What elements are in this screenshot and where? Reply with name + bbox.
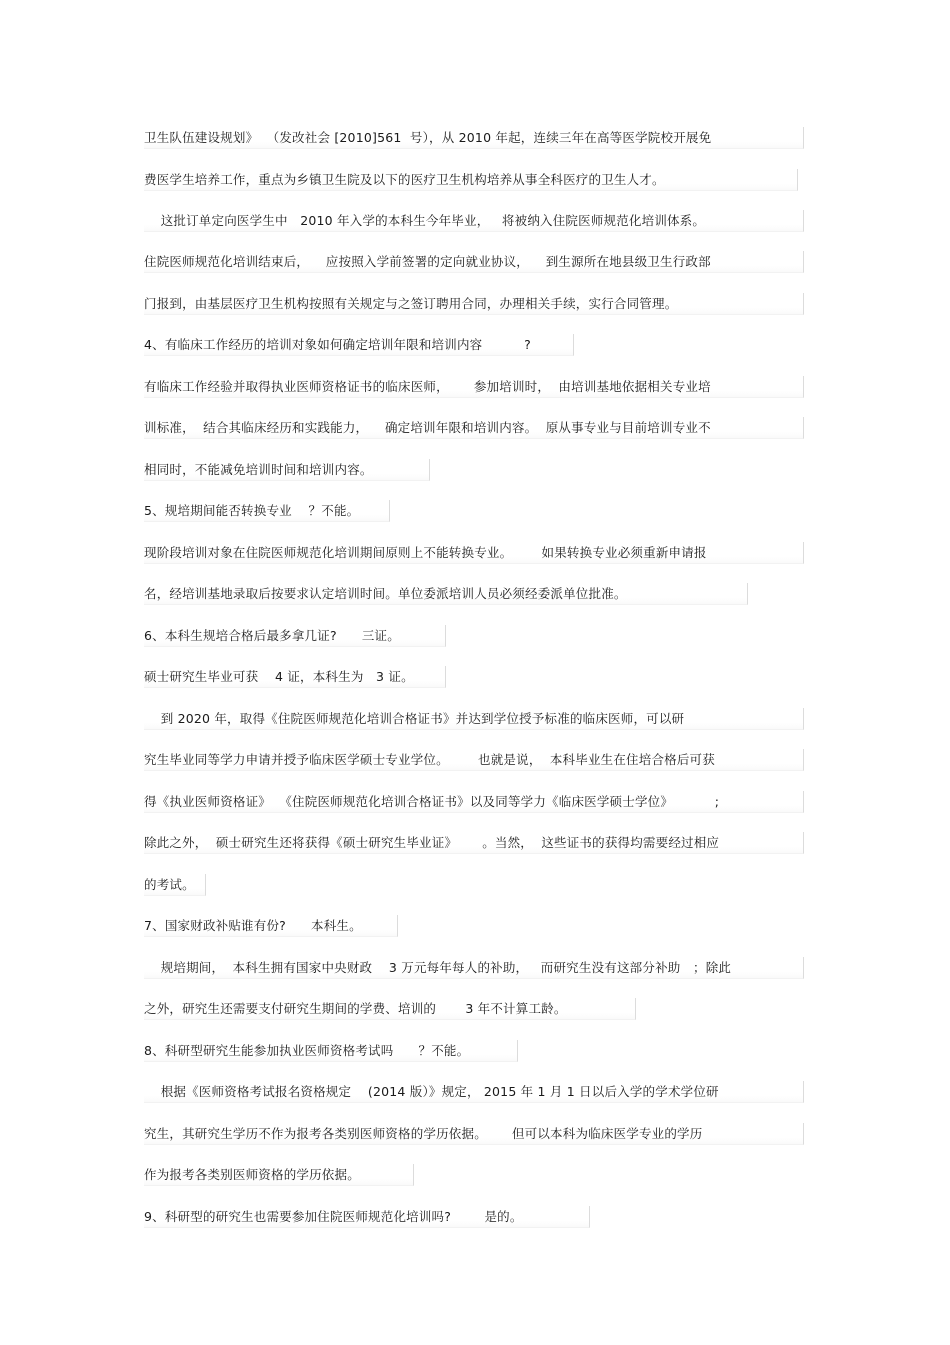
- question-heading: 9、科研型的研究生也需要参加住院医师规范化培训吗? 是的。: [144, 1206, 590, 1228]
- question-heading: 7、国家财政补贴谁有份? 本科生。: [144, 915, 398, 937]
- question-heading: 6、本科生规培合格后最多拿几证? 三证。: [144, 625, 446, 647]
- text-line: 门报到，由基层医疗卫生机构按照有关规定与之签订聘用合同，办理相关手续，实行合同管理。: [144, 293, 804, 315]
- text-line: 规培期间， 本科生拥有国家中央财政 3 万元每年每人的补助， 而研究生没有这部分补助 ；除此: [144, 957, 804, 979]
- text-line: 究生，其研究生学历不作为报考各类别医师资格的学历依据。 但可以本科为临床医学专业的学历: [144, 1123, 804, 1145]
- text-line: 卫生队伍建设规划》 （发改社会 [2010]561 号），从 2010 年起，连续三年在高等医学院校开展免: [144, 127, 804, 149]
- question-heading: 4、有临床工作经历的培训对象如何确定培训年限和培训内容 ?: [144, 334, 574, 356]
- text-line: 作为报考各类别医师资格的学历依据。: [144, 1164, 414, 1186]
- text-line: 费医学生培养工作，重点为乡镇卫生院及以下的医疗卫生机构培养从事全科医疗的卫生人才。: [144, 169, 798, 191]
- text-line: 住院医师规范化培训结束后， 应按照入学前签署的定向就业协议， 到生源所在地县级卫生行政部: [144, 251, 804, 273]
- text-line: 究生毕业同等学力申请并授予临床医学硕士专业学位。 也就是说， 本科毕业生在住培合格后可获: [144, 749, 804, 771]
- text-line: 名，经培训基地录取后按要求认定培训时间。单位委派培训人员必须经委派单位批准。: [144, 583, 748, 605]
- text-line: 得《执业医师资格证》 《住院医师规范化培训合格证书》以及同等学力《临床医学硕士学位》 ;: [144, 791, 804, 813]
- text-line: 硕士研究生毕业可获 4 证，本科生为 3 证。: [144, 666, 446, 688]
- text-line: 相同时，不能减免培训时间和培训内容。: [144, 459, 430, 481]
- text-line: 训标准， 结合其临床经历和实践能力， 确定培训年限和培训内容。 原从事专业与目前培训专业不: [144, 417, 804, 439]
- text-line: 除此之外， 硕士研究生还将获得《硕士研究生毕业证》 。当然， 这些证书的获得均需要经过相应: [144, 832, 804, 854]
- text-line: 的考试。: [144, 874, 206, 896]
- text-line: 根据《医师资格考试报名资格规定 (2014 版）》规定， 2015 年 1 月 1 日以后入学的学术学位研: [144, 1081, 804, 1103]
- question-heading: 8、科研型研究生能参加执业医师资格考试吗 ？不能。: [144, 1040, 518, 1062]
- text-line: 有临床工作经验并取得执业医师资格证书的临床医师， 参加培训时， 由培训基地依据相关专业培: [144, 376, 804, 398]
- text-line: 现阶段培训对象在住院医师规范化培训期间原则上不能转换专业。 如果转换专业必须重新申请报: [144, 542, 804, 564]
- text-line: 这批订单定向医学生中 2010 年入学的本科生今年毕业， 将被纳入住院医师规范化培训体系。: [144, 210, 804, 232]
- question-heading: 5、规培期间能否转换专业 ？不能。: [144, 500, 390, 522]
- text-line: 到 2020 年，取得《住院医师规范化培训合格证书》并达到学位授予标准的临床医师，可以研: [144, 708, 804, 730]
- text-line: 之外，研究生还需要支付研究生期间的学费、培训的 3 年不计算工龄。: [144, 998, 636, 1020]
